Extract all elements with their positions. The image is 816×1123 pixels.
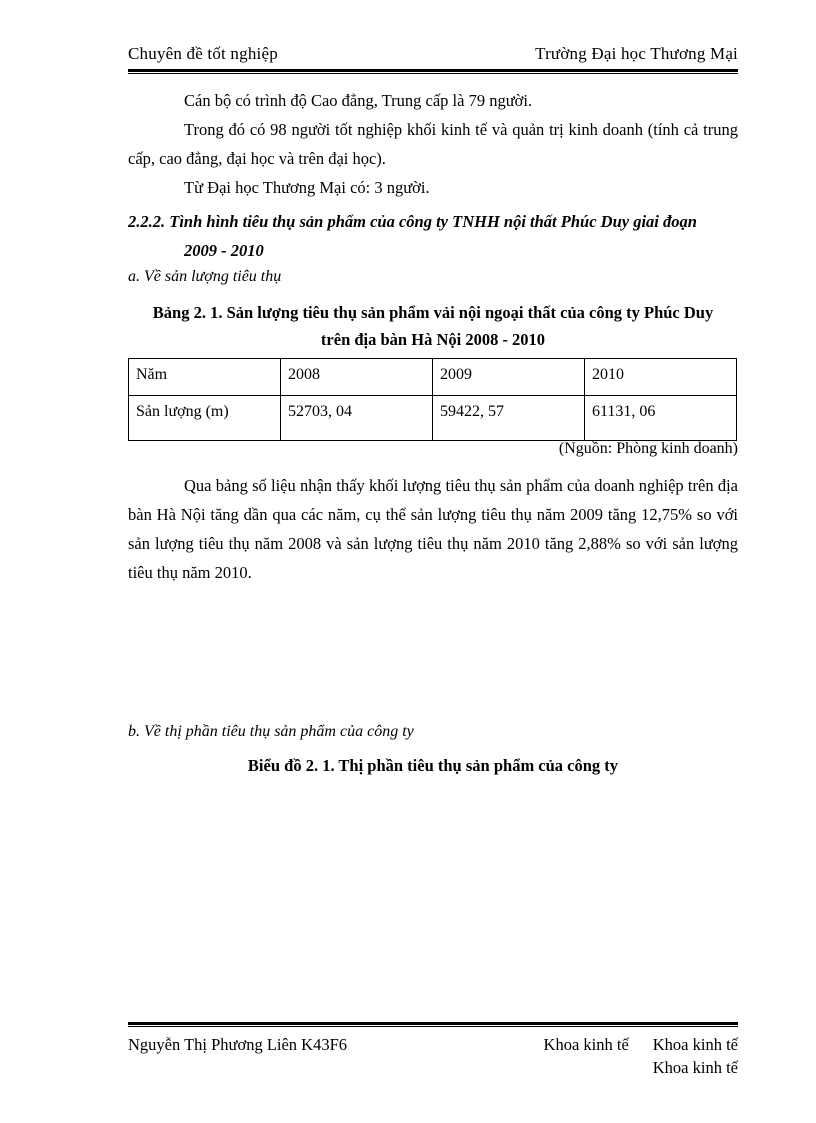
table-cell-year-2008: 2008 xyxy=(281,359,433,396)
subheading-block-b xyxy=(128,717,738,746)
footer-faculty-right-line1: Khoa kinh tế xyxy=(652,1035,738,1054)
footer-divider-rule xyxy=(128,1022,738,1028)
footer-faculty-right-line2: Khoa kinh tế xyxy=(652,1058,738,1077)
paragraph-block-2 xyxy=(128,115,738,173)
source-note-block xyxy=(128,436,738,462)
chart-figure-area xyxy=(128,790,738,1010)
table-cell-year-2009: 2009 xyxy=(433,359,585,396)
table-cell-volume-2008: 52703, 04 xyxy=(281,396,433,441)
running-footer xyxy=(128,1033,738,1079)
heading-block-222 xyxy=(128,207,738,265)
footer-rule-thin xyxy=(128,1026,738,1027)
subheading-block-a xyxy=(128,262,738,291)
paragraph-trong-do-co-98-nguoi: Trong đó có 98 người tốt nghiệp khối kinh tế và quản trị kinh doanh (tính cả trung cấp, cao đẳng, đại học và trên đại học). xyxy=(128,120,738,168)
footer-faculty-right-column xyxy=(653,1033,738,1079)
table-source-note: (Nguồn: Phòng kinh doanh) xyxy=(558,440,738,457)
table-cell-volume-label: Sản lượng (m) xyxy=(129,396,281,441)
paragraph-tu-dai-hoc-thuong-mai: Từ Đại học Thương Mại có: 3 người. xyxy=(184,178,430,197)
chart-caption-block xyxy=(128,752,738,779)
paragraph-block-4 xyxy=(128,471,738,587)
header-left-text: Chuyên đề tốt nghiệp xyxy=(128,44,278,63)
data-table-block xyxy=(128,358,738,441)
paragraph-block-3 xyxy=(128,173,738,202)
table-cell-year-2010: 2010 xyxy=(585,359,737,396)
table-caption-line1: Bảng 2. 1. Sản lượng tiêu thụ sản phẩm vải nội ngoại thất của công ty Phúc Duy xyxy=(152,303,714,322)
table-caption-block xyxy=(128,299,738,353)
heading-222-line2: 2009 - 2010 xyxy=(184,241,264,260)
table-row xyxy=(129,396,737,441)
running-header xyxy=(128,44,738,64)
paragraph-block-1 xyxy=(128,86,738,115)
subheading-b-ve-thi-phan-tieu-thu: b. Về thị phần tiêu thụ sản phẩm của công ty xyxy=(128,723,414,740)
subheading-a-ve-san-luong-tieu-thu: a. Về sản lượng tiêu thụ xyxy=(128,268,282,285)
table-row xyxy=(129,359,737,396)
header-divider-rule xyxy=(128,69,738,74)
table-cell-volume-2010: 61131, 06 xyxy=(585,396,737,441)
chart-caption: Biểu đồ 2. 1. Thị phần tiêu thụ sản phẩm của công ty xyxy=(247,756,619,775)
table-caption xyxy=(128,299,738,353)
footer-faculty-group xyxy=(544,1033,738,1079)
table-cell-volume-2009: 59422, 57 xyxy=(433,396,585,441)
paragraph-cadres-cao-dang: Cán bộ có trình độ Cao đẳng, Trung cấp là 79 người. xyxy=(184,91,533,110)
footer-faculty-middle: Khoa kinh tế xyxy=(543,1035,629,1054)
heading-222 xyxy=(128,207,738,265)
sales-volume-table xyxy=(128,358,737,441)
table-cell-year-label: Năm xyxy=(129,359,281,396)
footer-author-name: Nguyễn Thị Phương Liên K43F6 xyxy=(128,1035,348,1054)
table-caption-line2: trên địa bàn Hà Nội 2008 - 2010 xyxy=(320,330,546,349)
heading-222-line1: 2.2.2. Tình hình tiêu thụ sản phẩm của công ty TNHH nội thất Phúc Duy giai đoạn xyxy=(128,212,697,231)
paragraph-qua-bang-so-lieu: Qua bảng số liệu nhận thấy khối lượng tiêu thụ sản phẩm của doanh nghiệp trên địa bàn Hà Nội tăng dần qua các năm, cụ thể sản lượng tiêu thụ năm 2009 tăng 12,75% so với sản lượng tiêu thụ năm 2008 và sản lượng tiêu thụ năm 2010 tăng 2,88% so với sản lượng tiêu thụ năm 2010. xyxy=(128,476,738,582)
header-right-text: Trường Đại học Thương Mại xyxy=(535,44,738,63)
header-rule-thin xyxy=(128,73,738,74)
